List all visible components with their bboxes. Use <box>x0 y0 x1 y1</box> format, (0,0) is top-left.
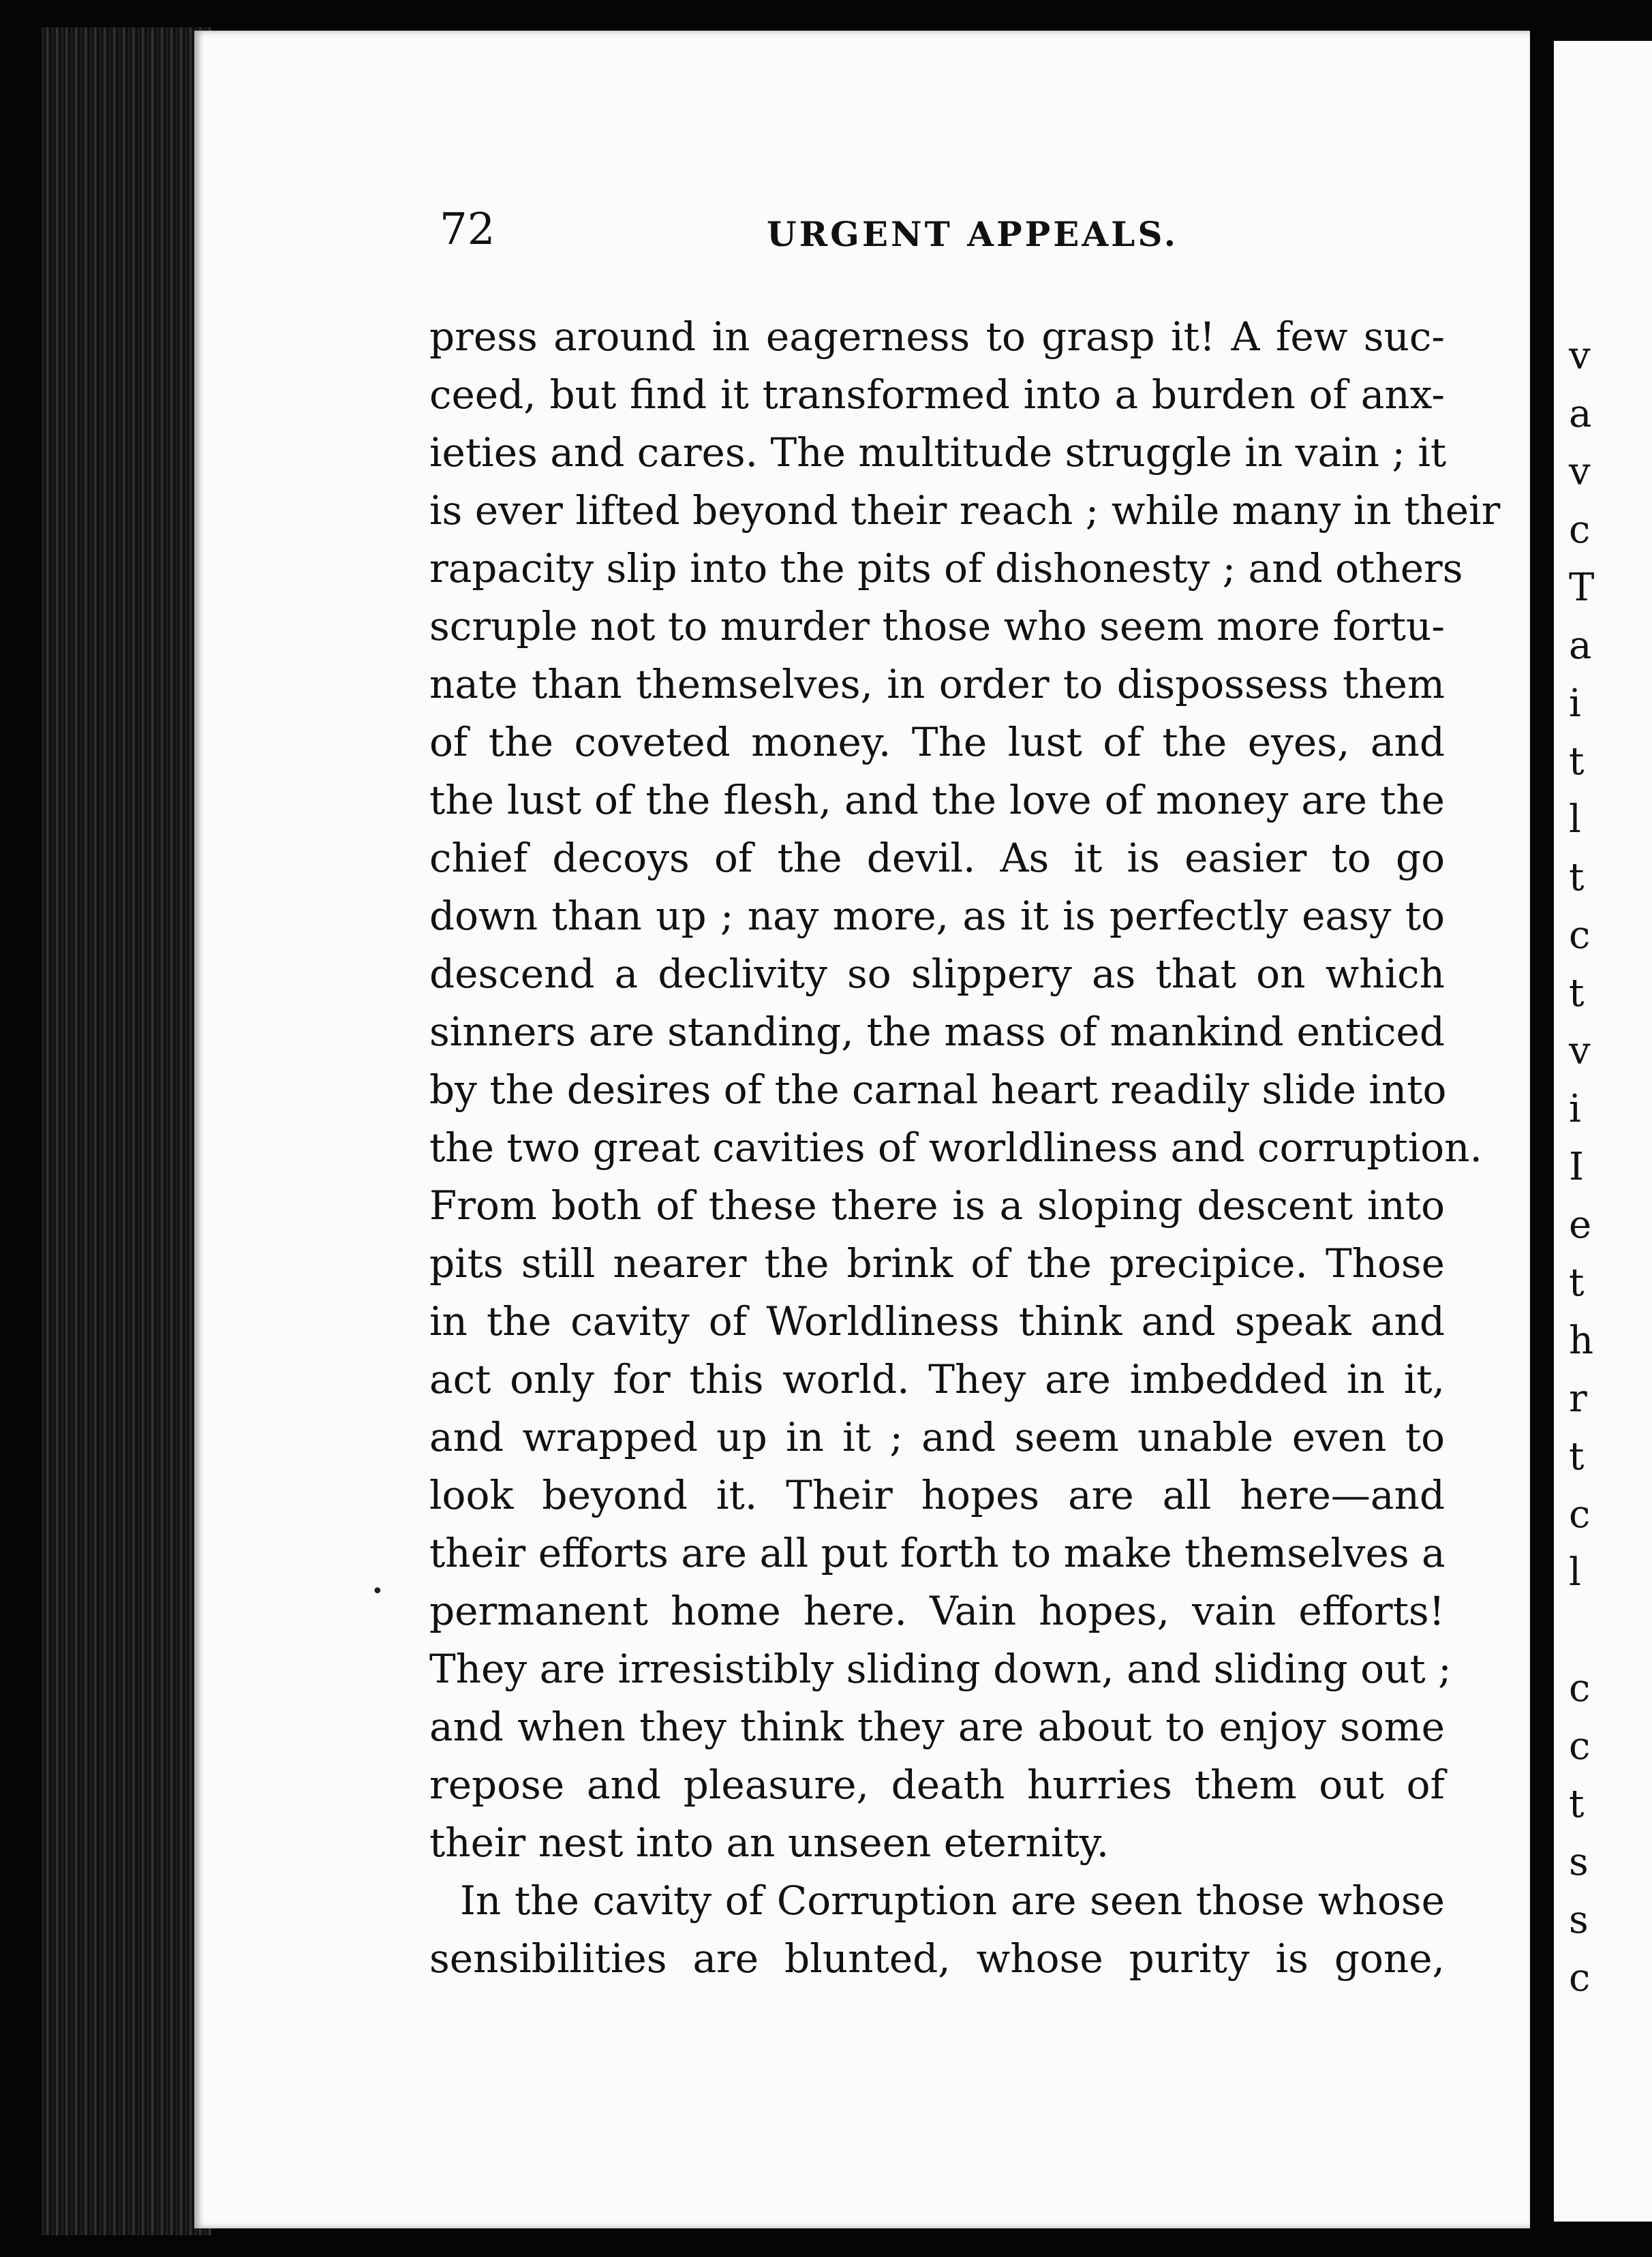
text-line: press around in eagerness to grasp it! A few suc- <box>429 313 1445 360</box>
text-line: repose and pleasure, death hurries them out of <box>429 1762 1445 1808</box>
paragraph <box>429 308 1501 1872</box>
text-line: They are irresistibly sliding down, and sliding out ; <box>429 1646 1452 1692</box>
text-line: the two great cavities of worldliness and corruption. <box>429 1124 1482 1171</box>
next-page-fragment: i <box>1569 1087 1581 1131</box>
next-page-fragment: c <box>1569 1492 1591 1537</box>
next-page-edge <box>1554 41 1652 2222</box>
text-line: in the cavity of Worldliness think and speak and <box>429 1298 1445 1345</box>
text-line: nate than themselves, in order to dispossess them <box>429 661 1445 707</box>
next-page-fragment: l <box>1569 797 1581 842</box>
next-page-fragment: l <box>1569 1550 1581 1595</box>
text-line: down than up ; nay more, as it is perfectly easy to <box>429 893 1445 939</box>
text-line: is ever lifted beyond their reach ; while many in their <box>429 487 1501 534</box>
next-page-fragment: c <box>1569 1724 1591 1768</box>
text-line: by the desires of the carnal heart readily slide into <box>429 1066 1447 1113</box>
next-page-fragment: T <box>1569 566 1595 610</box>
next-page-fragment: t <box>1569 739 1585 784</box>
next-page-fragment: c <box>1569 508 1591 552</box>
text-line: From both of these there is a sloping descent into <box>429 1182 1445 1229</box>
paragraph <box>429 1872 1445 1988</box>
text-line: descend a declivity so slippery as that on which <box>429 951 1445 997</box>
text-line: In the cavity of Corruption are seen those whose <box>460 1877 1445 1924</box>
margin-mark-icon: • <box>371 1580 384 1603</box>
next-page-fragment: t <box>1569 971 1585 1015</box>
text-line: ieties and cares. The multitude struggle in vain ; it <box>429 429 1447 476</box>
text-line: sensibilities are blunted, whose purity is gone, <box>429 1935 1445 1982</box>
next-page-fragment: c <box>1569 1956 1591 2000</box>
next-page-fragment: t <box>1569 855 1585 900</box>
text-line: scruple not to murder those who seem more fortu- <box>429 603 1445 649</box>
next-page-fragment: t <box>1569 1782 1585 1826</box>
page-number: 72 <box>440 204 495 255</box>
text-line: act only for this world. They are imbedded in it, <box>429 1356 1445 1402</box>
text-line: and when they think they are about to enjoy some <box>429 1704 1445 1750</box>
body-text <box>429 308 1501 1988</box>
next-page-fragment: c <box>1569 1666 1591 1710</box>
text-line: and wrapped up in it ; and seem unable even to <box>429 1414 1445 1460</box>
next-page-fragment: h <box>1569 1319 1594 1363</box>
text-line: the lust of the flesh, and the love of money are the <box>429 777 1445 823</box>
text-line: their efforts are all put forth to make themselves a <box>429 1530 1446 1576</box>
text-line: ceed, but find it transformed into a burden of anx- <box>429 371 1445 418</box>
text-line: pits still nearer the brink of the precipice. Those <box>429 1240 1445 1287</box>
text-line: sinners are standing, the mass of mankind enticed <box>429 1009 1445 1055</box>
next-page-fragment: t <box>1569 1434 1585 1479</box>
next-page-fragment: a <box>1569 392 1592 436</box>
next-page-fragment: t <box>1569 1261 1585 1305</box>
next-page-fragment: v <box>1569 334 1591 378</box>
next-page-fragment: r <box>1569 1377 1587 1421</box>
text-line: chief decoys of the devil. As it is easier to go <box>429 835 1445 881</box>
page-header <box>440 204 1428 266</box>
next-page-fragment: v <box>1569 450 1591 494</box>
next-page-fragment: s <box>1569 1898 1589 1942</box>
next-page-fragment: s <box>1569 1840 1589 1884</box>
next-page-fragment: e <box>1569 1203 1592 1247</box>
book-edge <box>41 27 211 2235</box>
text-line: of the coveted money. The lust of the eyes, and <box>429 719 1445 765</box>
next-page-fragment: i <box>1569 681 1581 726</box>
text-line: look beyond it. Their hopes are all here—and <box>429 1472 1445 1518</box>
text-line: rapacity slip into the pits of dishonesty ; and others <box>429 545 1463 592</box>
next-page-fragment: c <box>1569 913 1591 957</box>
next-page-fragment: I <box>1569 1145 1585 1189</box>
text-line: permanent home here. Vain hopes, vain efforts! <box>429 1588 1445 1634</box>
text-line: their nest into an unseen eternity. <box>429 1820 1110 1866</box>
next-page-fragment: v <box>1569 1029 1591 1073</box>
running-head: URGENT APPEALS. <box>767 214 1179 254</box>
next-page-fragment: a <box>1569 624 1592 668</box>
